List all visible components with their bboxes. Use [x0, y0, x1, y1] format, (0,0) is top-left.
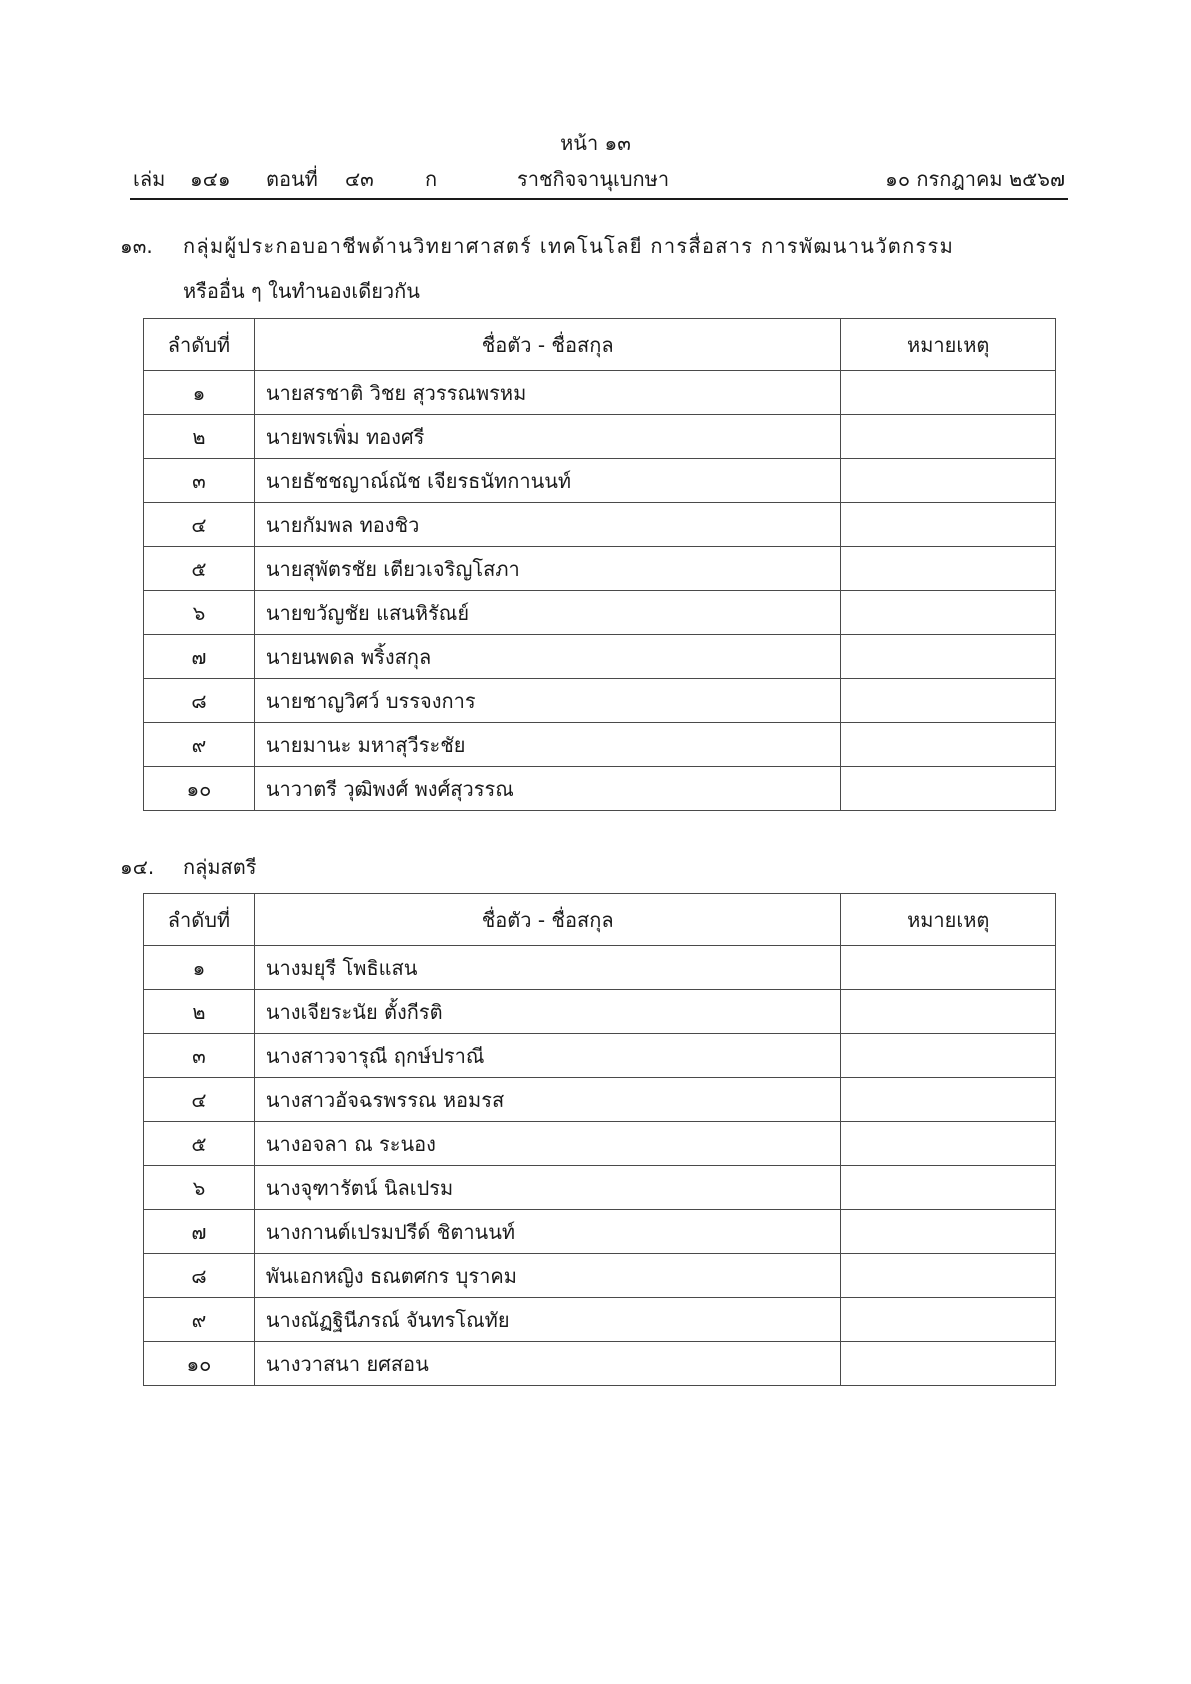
row-name: นายชาญวิศว์ บรรจงการ [254, 679, 841, 723]
table-row [144, 767, 1056, 811]
table-row [144, 946, 1056, 990]
row-name: นายสุพัตรชัย เตียวเจริญโสภา [254, 547, 841, 591]
row-remark [841, 1078, 1056, 1122]
table-row [144, 990, 1056, 1034]
table-row [144, 547, 1056, 591]
row-name: นายนพดล พริ้งสกุล [254, 635, 841, 679]
table-row [144, 415, 1056, 459]
row-number: ๓ [144, 1034, 255, 1078]
row-name: นางณัฏฐินีภรณ์ จันทรโณทัย [254, 1298, 841, 1342]
table-row [144, 503, 1056, 547]
publication-date: ๑๐ กรกฎาคม ๒๕๖๗ [885, 167, 1065, 191]
row-number: ๙ [144, 1298, 255, 1342]
group-13-title-continued: หรืออื่น ๆ ในทำนองเดียวกัน [183, 279, 420, 303]
column-header-name: ชื่อตัว - ชื่อสกุล [254, 319, 841, 371]
row-remark [841, 1122, 1056, 1166]
row-remark [841, 946, 1056, 990]
row-name: นางสาวจารุณี ฤกษ์ปราณี [254, 1034, 841, 1078]
row-number: ๑๐ [144, 767, 255, 811]
row-remark [841, 459, 1056, 503]
row-remark [841, 1342, 1056, 1386]
group-14-title: กลุ่มสตรี [183, 855, 257, 879]
column-header-no: ลำดับที่ [144, 319, 255, 371]
table-row [144, 723, 1056, 767]
row-name: นายมานะ มหาสุวีระชัย [254, 723, 841, 767]
group-13-rows [144, 371, 1056, 811]
table-row [144, 591, 1056, 635]
issue-number: ๔๓ [345, 167, 374, 191]
row-number: ๗ [144, 635, 255, 679]
row-remark [841, 635, 1056, 679]
table-row [144, 1078, 1056, 1122]
group-14-rows [144, 946, 1056, 1386]
column-header-remark: หมายเหตุ [841, 894, 1056, 946]
row-number: ๘ [144, 679, 255, 723]
table-header-row [144, 894, 1056, 946]
row-number: ๙ [144, 723, 255, 767]
row-number: ๑ [144, 371, 255, 415]
row-name: นางเจียระนัย ตั้งกีรติ [254, 990, 841, 1034]
row-number: ๕ [144, 1122, 255, 1166]
table-row [144, 371, 1056, 415]
row-number: ๓ [144, 459, 255, 503]
row-name: นางมยุรี โพธิแสน [254, 946, 841, 990]
section-letter: ก [425, 167, 438, 191]
row-name: นายสรชาติ วิชย สุวรรณพรหม [254, 371, 841, 415]
issue-label: ตอนที่ [266, 167, 318, 191]
gazette-header [133, 163, 1065, 197]
table-row [144, 1298, 1056, 1342]
row-remark [841, 591, 1056, 635]
table-row [144, 679, 1056, 723]
row-number: ๑๐ [144, 1342, 255, 1386]
row-name: นายกัมพล ทองชิว [254, 503, 841, 547]
row-remark [841, 547, 1056, 591]
table-row [144, 1122, 1056, 1166]
group-14-table [143, 893, 1056, 1386]
table-row [144, 1210, 1056, 1254]
table-row [144, 1166, 1056, 1210]
publication-name: ราชกิจจานุเบกษา [517, 167, 670, 191]
row-remark [841, 1298, 1056, 1342]
group-13-number: ๑๓. [120, 234, 153, 258]
row-remark [841, 679, 1056, 723]
volume-label: เล่ม [133, 167, 166, 191]
row-remark [841, 503, 1056, 547]
row-remark [841, 723, 1056, 767]
row-remark [841, 1210, 1056, 1254]
row-number: ๔ [144, 1078, 255, 1122]
column-header-no: ลำดับที่ [144, 894, 255, 946]
group-13-table [143, 318, 1056, 811]
volume-number: ๑๔๑ [190, 167, 231, 191]
row-remark [841, 415, 1056, 459]
row-remark [841, 990, 1056, 1034]
row-number: ๖ [144, 591, 255, 635]
row-name: นาวาตรี วุฒิพงศ์ พงศ์สุวรรณ [254, 767, 841, 811]
row-name: นางอจลา ณ ระนอง [254, 1122, 841, 1166]
table-row [144, 459, 1056, 503]
row-remark [841, 1034, 1056, 1078]
column-header-remark: หมายเหตุ [841, 319, 1056, 371]
table-row [144, 1342, 1056, 1386]
row-number: ๖ [144, 1166, 255, 1210]
group-13-title: กลุ่มผู้ประกอบอาชีพด้านวิทยาศาสตร์ เทคโนโลยี การสื่อสาร การพัฒนานวัตกรรม [183, 234, 955, 258]
row-name: นางกานต์เปรมปรีด์ ชิตานนท์ [254, 1210, 841, 1254]
row-number: ๘ [144, 1254, 255, 1298]
row-number: ๗ [144, 1210, 255, 1254]
row-number: ๒ [144, 990, 255, 1034]
column-header-name: ชื่อตัว - ชื่อสกุล [254, 894, 841, 946]
page-number: หน้า ๑๓ [560, 131, 631, 155]
row-name: นางวาสนา ยศสอน [254, 1342, 841, 1386]
header-rule [130, 198, 1068, 200]
row-name: นางจุฑารัตน์ นิลเปรม [254, 1166, 841, 1210]
table-header-row [144, 319, 1056, 371]
row-name: นายธัชชญาณ์ณัช เจียรธนัทกานนท์ [254, 459, 841, 503]
group-14-number: ๑๔. [120, 855, 155, 879]
row-remark [841, 1166, 1056, 1210]
row-name: นายพรเพิ่ม ทองศรี [254, 415, 841, 459]
row-number: ๔ [144, 503, 255, 547]
row-number: ๒ [144, 415, 255, 459]
row-remark [841, 767, 1056, 811]
row-remark [841, 371, 1056, 415]
row-name: นางสาวอัจฉรพรรณ หอมรส [254, 1078, 841, 1122]
row-remark [841, 1254, 1056, 1298]
table-row [144, 1254, 1056, 1298]
table-row [144, 635, 1056, 679]
row-name: นายขวัญชัย แสนหิรัณย์ [254, 591, 841, 635]
row-number: ๕ [144, 547, 255, 591]
row-name: พันเอกหญิง ธณตศกร บุราคม [254, 1254, 841, 1298]
table-row [144, 1034, 1056, 1078]
row-number: ๑ [144, 946, 255, 990]
